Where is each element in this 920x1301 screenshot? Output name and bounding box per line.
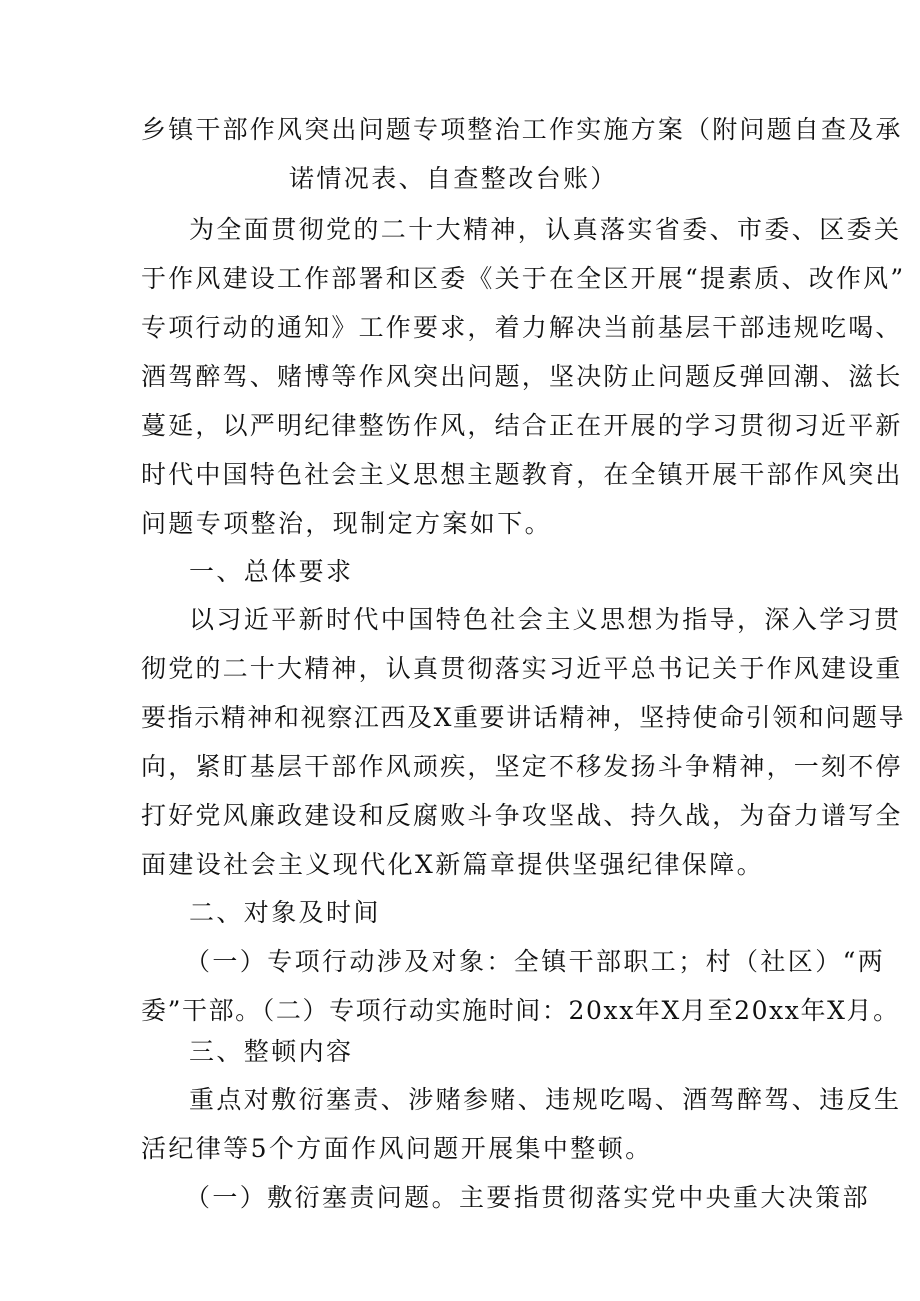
section2-line: （一）专项行动涉及对象：全镇干部职工；村（社区）“两: [185, 947, 886, 976]
section3-item-1: （一）敷衍塞责问题。主要指贯彻落实党中央重大决策部: [185, 1183, 871, 1212]
document-title-line-2: 诺情况表、自查整改台账）: [289, 164, 618, 193]
document-title-line-1: 乡镇干部作风突出问题专项整治工作实施方案（附问题自查及承: [141, 115, 903, 144]
intro-line: 时代中国特色社会主义思想主题教育，在全镇开展干部作风突出: [141, 460, 903, 489]
section1-line: 面建设社会主义现代化X新篇章提供坚强纪律保障。: [141, 850, 764, 879]
intro-line: 于作风建设工作部署和区委《关于在全区开展“提素质、改作风”: [141, 264, 906, 293]
section1-line: 彻党的二十大精神，认真贯彻落实习近平总书记关于作风建设重: [141, 654, 903, 683]
section-heading-general-requirements: 一、总体要求: [189, 557, 354, 586]
section1-line: 向，紧盯基层干部作风顽疾，坚定不移发扬斗争精神，一刻不停: [141, 752, 903, 781]
intro-line: 酒驾醉驾、赌博等作风突出问题，坚决防止问题反弹回潮、滋长: [141, 362, 903, 391]
section1-line: 打好党风廉政建设和反腐败斗争攻坚战、持久战，为奋力谱写全: [141, 801, 903, 830]
section1-line: 要指示精神和视察江西及X重要讲话精神，坚持使命引领和问题导: [141, 703, 906, 732]
section-heading-rectification-content: 三、整顿内容: [189, 1037, 354, 1066]
section1-line: 以习近平新时代中国特色社会主义思想为指导，深入学习贯: [189, 605, 902, 634]
intro-line: 专项行动的通知》工作要求，着力解决当前基层干部违规吃喝、: [141, 313, 903, 342]
intro-line: 为全面贯彻党的二十大精神，认真落实省委、市委、区委关: [189, 215, 902, 244]
section3-line: 活纪律等5个方面作风问题开展集中整顿。: [141, 1134, 653, 1163]
section-heading-targets-and-time: 二、对象及时间: [189, 898, 381, 927]
section2-line: 委”干部。（二）专项行动实施时间：20xx年X月至20xx年X月。: [141, 996, 900, 1025]
section3-line: 重点对敷衍塞责、涉赌参赌、违规吃喝、酒驾醉驾、违反生: [189, 1085, 902, 1114]
intro-line: 蔓延，以严明纪律整饬作风，结合正在开展的学习贯彻习近平新: [141, 411, 903, 440]
intro-line: 问题专项整治，现制定方案如下。: [141, 509, 553, 538]
